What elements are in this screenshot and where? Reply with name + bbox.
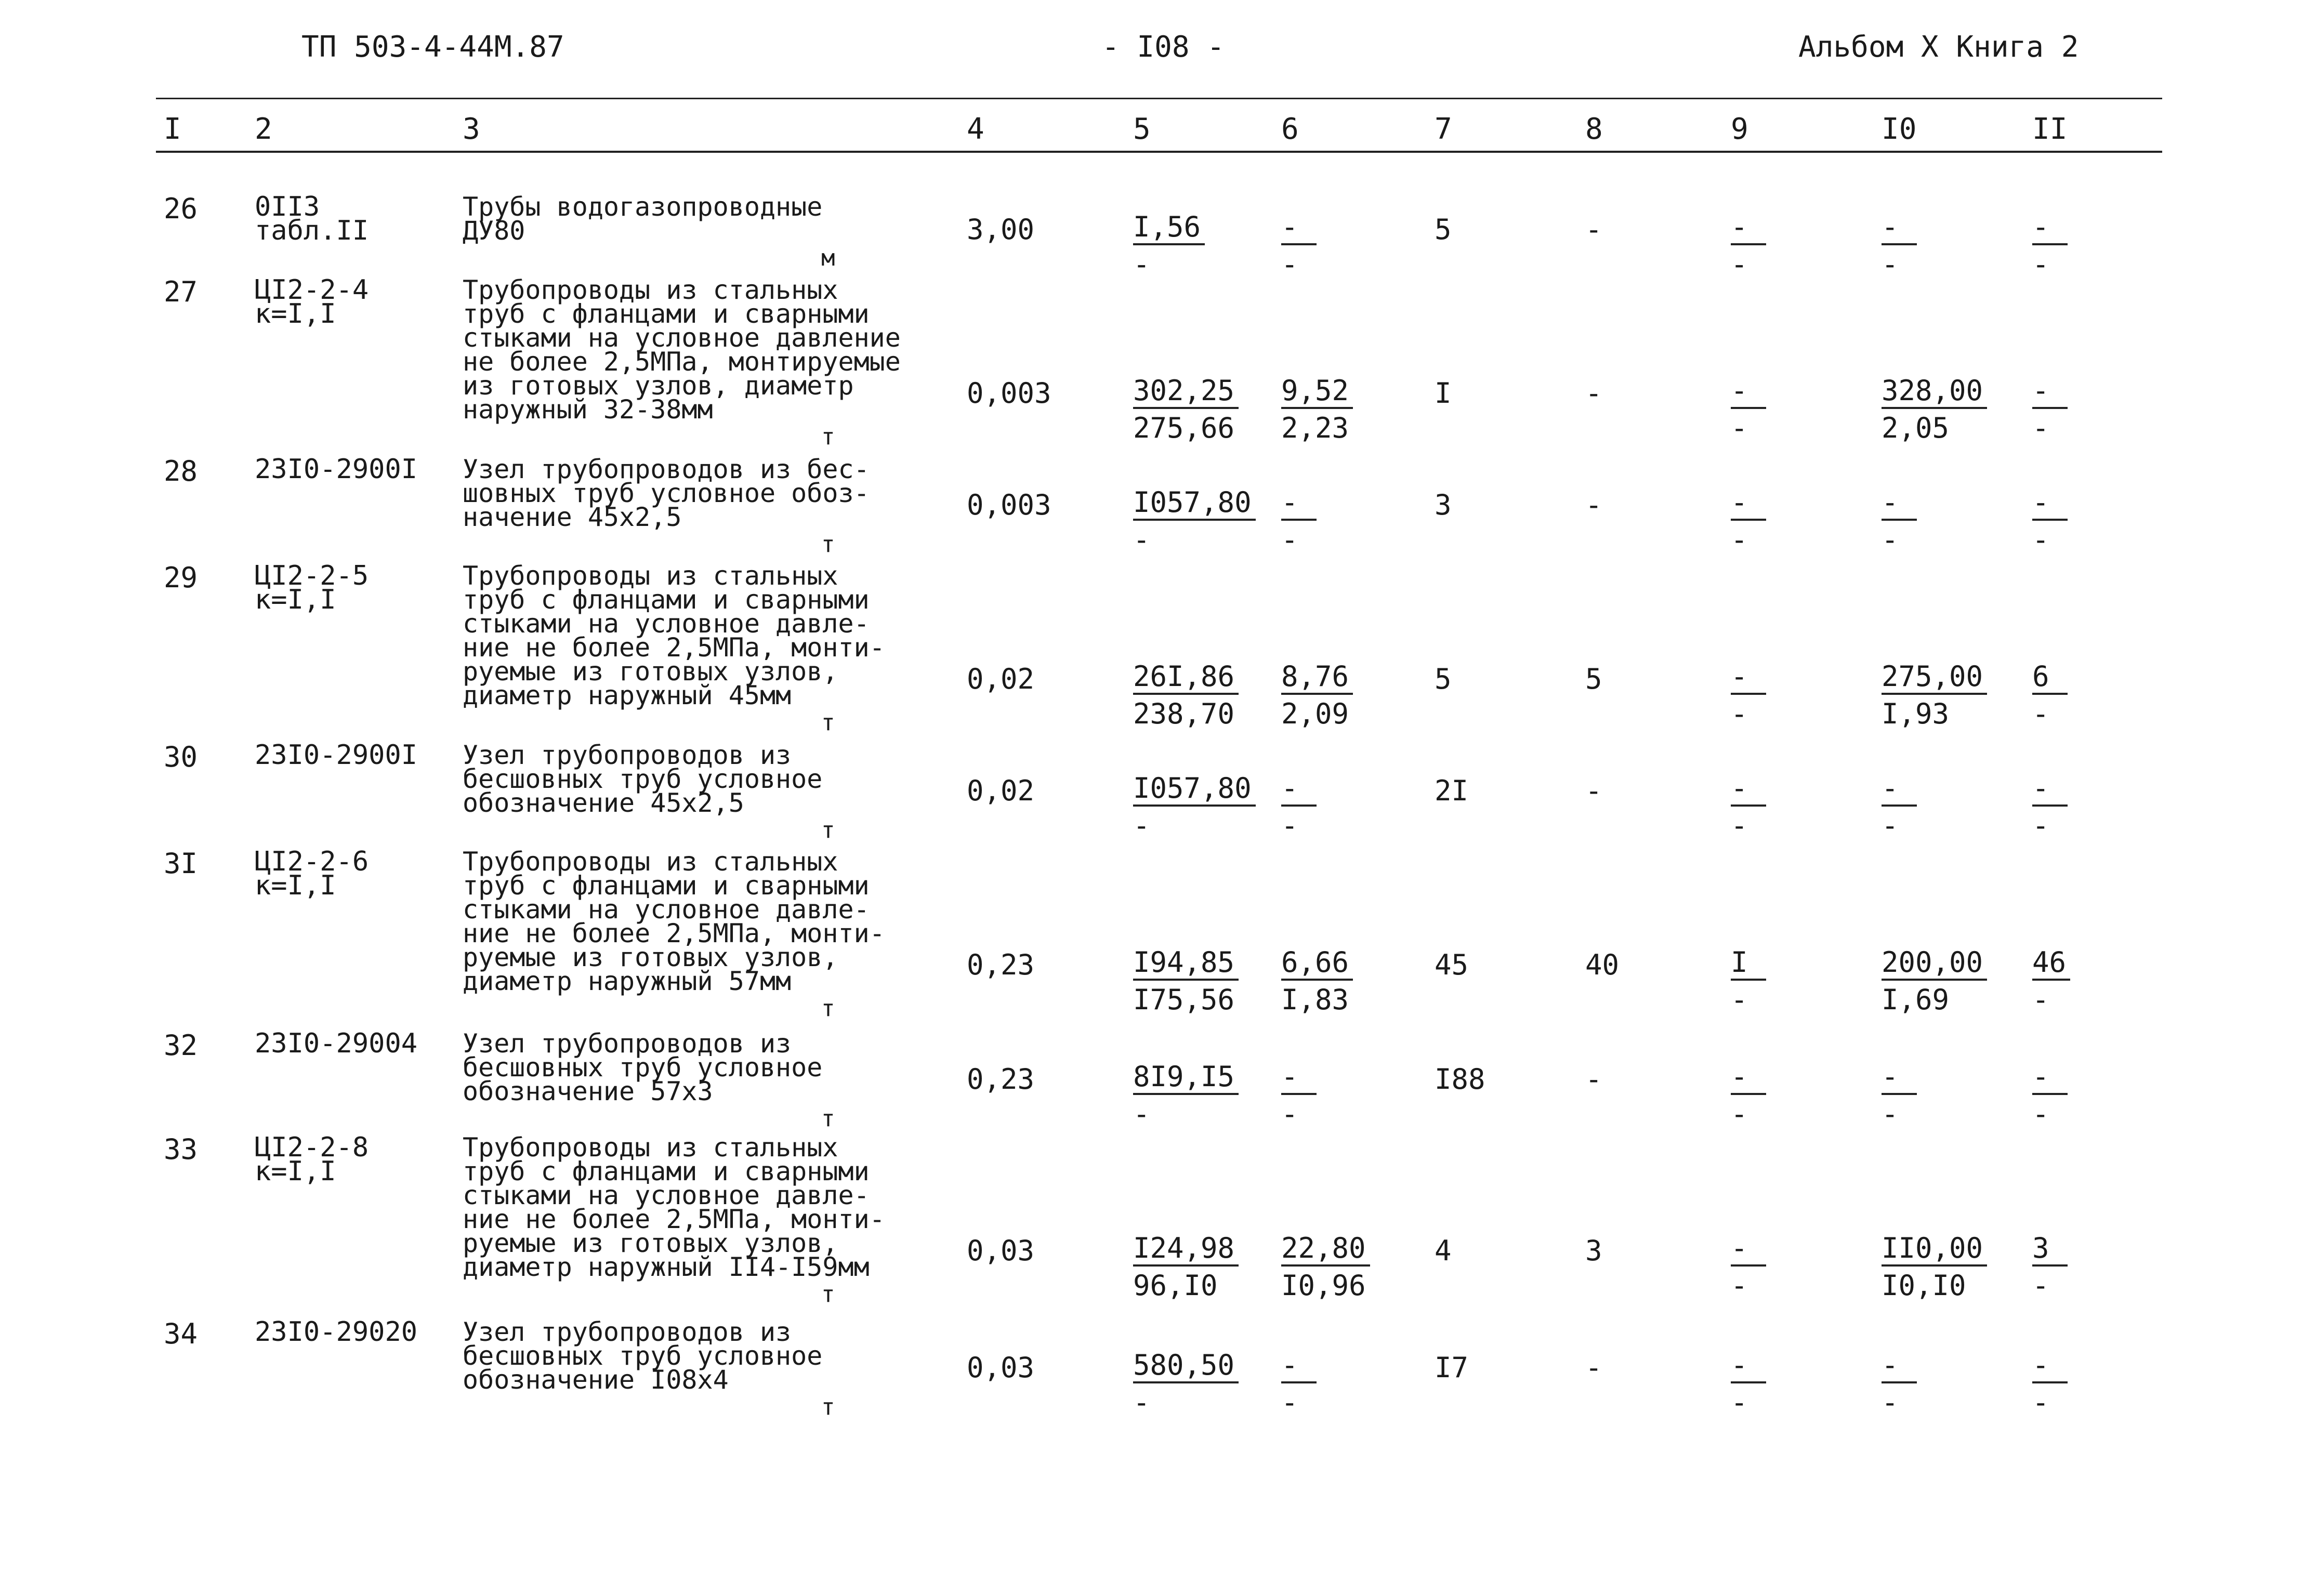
work-description: Узел трубопроводов из бесшовных труб условное обозначение I08х4 <box>463 1317 823 1395</box>
machine-cost-denominator: - <box>1731 1098 1748 1130</box>
unit-cost-total <box>1133 1351 1237 1417</box>
quantity: 0,23 <box>967 1063 1035 1096</box>
row-number: 3I <box>164 847 198 880</box>
column-number-7: 7 <box>1435 112 1452 146</box>
norm-code: ЦI2-2-6 к=I,I <box>255 846 369 901</box>
row-number: 26 <box>164 192 198 225</box>
labor-norm-denominator: I0,I0 <box>1882 1269 1966 1302</box>
labor-total-numerator: 46 <box>2032 948 2070 981</box>
unit-cost-wages-denominator: 2,23 <box>1281 412 1349 444</box>
unit-of-measure: т <box>821 1105 835 1132</box>
norm-code: 0II3 табл.II <box>255 191 369 246</box>
row-number: 32 <box>164 1029 198 1062</box>
unit-cost-wages-denominator: - <box>1281 809 1298 842</box>
unit-cost-wages <box>1281 486 1385 556</box>
unit-cost-total <box>1133 1060 1237 1130</box>
row-number: 34 <box>164 1317 198 1350</box>
machine-cost-denominator: - <box>1731 697 1748 730</box>
unit-cost-wages-denominator: - <box>1281 1386 1298 1419</box>
table-top-rule <box>156 98 2162 99</box>
work-description: Трубопроводы из стальных труб с фланцами и сварными стыками на условное давле- ние не более 2,5МПа, монти- руемые из готовых узлов, диаметр наружный 57мм <box>463 847 885 996</box>
machine-cost-denominator: - <box>1731 1269 1748 1302</box>
machine-cost-denominator: - <box>1731 523 1748 556</box>
labor-total-denominator: - <box>2032 697 2049 730</box>
quantity: 0,03 <box>967 1234 1035 1267</box>
labor-total <box>2032 1234 2136 1300</box>
total-wages: - <box>1585 213 1602 246</box>
total-cost: 5 <box>1435 663 1452 695</box>
unit-cost-total-numerator: 26I,86 <box>1133 663 1239 695</box>
norm-code: 23I0-2900I <box>255 454 418 485</box>
row-number: 29 <box>164 561 198 594</box>
labor-total-denominator: - <box>2032 983 2049 1016</box>
machine-cost-denominator: - <box>1731 1386 1748 1419</box>
unit-cost-total <box>1133 374 1237 444</box>
machine-cost <box>1731 1351 1835 1417</box>
machine-cost <box>1731 486 1835 556</box>
unit-cost-wages <box>1281 210 1385 281</box>
machine-cost-denominator: - <box>1731 248 1748 281</box>
album-book: Альбом X Книга 2 <box>1798 30 2079 64</box>
unit-cost-total <box>1133 660 1237 730</box>
quantity: 0,02 <box>967 663 1035 695</box>
total-cost: I <box>1435 377 1452 410</box>
labor-norm <box>1882 1351 1985 1417</box>
total-wages: - <box>1585 377 1602 410</box>
unit-cost-wages-denominator: I,83 <box>1281 983 1349 1016</box>
total-wages: 40 <box>1585 948 1620 981</box>
work-description: Трубы водогазопроводные ДУ80 <box>463 192 823 246</box>
machine-cost-denominator: - <box>1731 983 1748 1016</box>
unit-cost-wages <box>1281 1234 1385 1300</box>
unit-cost-total <box>1133 772 1252 842</box>
unit-cost-total <box>1133 210 1237 281</box>
machine-cost <box>1731 210 1835 281</box>
labor-norm-denominator: I,93 <box>1882 697 1950 730</box>
work-description: Трубопроводы из стальных труб с фланцами и сварными стыками на условное давле- ние не более 2,5МПа, монти- руемые из готовых узлов, диаметр наружный II4-I59мм <box>463 1132 885 1282</box>
work-description: Узел трубопроводов из бесшовных труб условное обозначение 45х2,5 <box>463 740 823 818</box>
labor-norm-numerator: 328,00 <box>1882 377 1987 409</box>
unit-cost-wages-numerator: 8,76 <box>1281 663 1353 695</box>
row-number: 30 <box>164 741 198 773</box>
quantity: 0,003 <box>967 489 1051 521</box>
unit-cost-total-numerator: I057,80 <box>1133 774 1256 807</box>
labor-norm-numerator: - <box>1882 489 1917 521</box>
unit-cost-wages-numerator: - <box>1281 489 1317 521</box>
machine-cost <box>1731 374 1835 444</box>
machine-cost-numerator: - <box>1731 774 1766 807</box>
labor-total <box>2032 210 2136 281</box>
unit-cost-wages-denominator: - <box>1281 248 1298 281</box>
labor-norm-numerator: - <box>1882 774 1917 807</box>
unit-cost-wages-denominator: - <box>1281 1098 1298 1130</box>
labor-total-numerator: 3 <box>2032 1234 2068 1267</box>
machine-cost-numerator: - <box>1731 663 1766 695</box>
row-number: 33 <box>164 1133 198 1166</box>
labor-norm-numerator: - <box>1882 1063 1917 1095</box>
column-number-3: 3 <box>463 112 480 146</box>
column-number-8: 8 <box>1585 112 1603 146</box>
total-wages: - <box>1585 1351 1602 1384</box>
machine-cost-denominator: - <box>1731 809 1748 842</box>
unit-cost-wages-numerator: 6,66 <box>1281 948 1353 981</box>
labor-total-denominator: - <box>2032 809 2049 842</box>
labor-norm <box>1882 1060 1985 1130</box>
unit-cost-total <box>1133 1234 1237 1300</box>
unit-cost-wages <box>1281 1351 1385 1417</box>
unit-cost-total-denominator: - <box>1133 523 1150 556</box>
labor-norm <box>1882 948 1985 1014</box>
unit-cost-wages-denominator: 2,09 <box>1281 697 1349 730</box>
machine-cost-numerator: - <box>1731 1063 1766 1095</box>
labor-norm-numerator: 275,00 <box>1882 663 1987 695</box>
labor-norm-numerator: 200,00 <box>1882 948 1987 981</box>
labor-norm-denominator: - <box>1882 1386 1899 1419</box>
total-cost: I7 <box>1435 1351 1469 1384</box>
unit-cost-total-numerator: 302,25 <box>1133 377 1239 409</box>
labor-total-numerator: - <box>2032 213 2068 245</box>
unit-of-measure: т <box>821 424 835 450</box>
total-cost: 5 <box>1435 213 1452 246</box>
labor-total-numerator: - <box>2032 774 2068 807</box>
labor-norm-denominator: - <box>1882 809 1899 842</box>
table-header-rule <box>156 151 2162 153</box>
machine-cost-numerator: - <box>1731 1234 1766 1267</box>
labor-total-numerator: - <box>2032 377 2068 409</box>
total-wages: - <box>1585 774 1602 807</box>
unit-cost-total-denominator: - <box>1133 248 1150 281</box>
norm-code: 23I0-29020 <box>255 1316 418 1348</box>
machine-cost-numerator: - <box>1731 377 1766 409</box>
row-number: 28 <box>164 455 198 487</box>
labor-total-numerator: - <box>2032 1063 2068 1095</box>
labor-norm-numerator: - <box>1882 1351 1917 1383</box>
column-number-9: 9 <box>1731 112 1748 146</box>
labor-total-numerator: - <box>2032 1351 2068 1383</box>
total-cost: 45 <box>1435 948 1469 981</box>
labor-norm <box>1882 486 1985 556</box>
column-number-11: II <box>2032 112 2068 146</box>
unit-of-measure: т <box>821 709 835 736</box>
labor-total-denominator: - <box>2032 412 2049 444</box>
unit-cost-wages <box>1281 1060 1385 1130</box>
labor-total-denominator: - <box>2032 1269 2049 1302</box>
labor-norm-numerator: - <box>1882 213 1917 245</box>
machine-cost <box>1731 948 1835 1014</box>
total-wages: - <box>1585 489 1602 521</box>
column-number-1: I <box>164 112 181 146</box>
labor-norm <box>1882 374 1985 444</box>
labor-norm-denominator: - <box>1882 248 1899 281</box>
labor-total <box>2032 374 2136 444</box>
labor-total <box>2032 1351 2136 1417</box>
unit-cost-total-denominator: 96,I0 <box>1133 1269 1218 1302</box>
labor-norm <box>1882 210 1985 281</box>
labor-norm-denominator: - <box>1882 523 1899 556</box>
unit-cost-wages <box>1281 660 1385 730</box>
labor-norm-denominator: 2,05 <box>1882 412 1950 444</box>
unit-of-measure: т <box>821 1281 835 1308</box>
norm-code: ЦI2-2-5 к=I,I <box>255 560 369 615</box>
unit-cost-total-numerator: I,56 <box>1133 213 1205 245</box>
machine-cost <box>1731 660 1835 730</box>
unit-cost-wages <box>1281 774 1385 840</box>
norm-code: 23I0-2900I <box>255 740 418 771</box>
work-description: Трубопроводы из стальных труб с фланцами и сварными стыками на условное давле- ние не более 2,5МПа, монти- руемые из готовых узлов, диаметр наружный 45мм <box>463 561 885 710</box>
work-description: Узел трубопроводов из бес- шовных труб условное обоз- начение 45х2,5 <box>463 454 870 532</box>
total-cost: 3 <box>1435 489 1452 521</box>
unit-of-measure: т <box>821 531 835 558</box>
quantity: 3,00 <box>967 213 1035 246</box>
total-cost: 4 <box>1435 1234 1452 1267</box>
labor-norm <box>1882 774 1985 840</box>
labor-total-numerator: - <box>2032 489 2068 521</box>
unit-of-measure: т <box>821 995 835 1022</box>
labor-total-denominator: - <box>2032 1386 2049 1419</box>
unit-cost-wages-denominator: I0,96 <box>1281 1269 1366 1302</box>
unit-cost-total-numerator: I057,80 <box>1133 489 1256 521</box>
unit-cost-total-denominator: I75,56 <box>1133 983 1235 1016</box>
unit-cost-total-numerator: 580,50 <box>1133 1351 1239 1383</box>
total-cost: I88 <box>1435 1063 1485 1096</box>
unit-cost-wages <box>1281 374 1385 444</box>
labor-total <box>2032 1060 2136 1130</box>
column-number-10: I0 <box>1882 112 1917 146</box>
row-number: 27 <box>164 275 198 308</box>
machine-cost-numerator: - <box>1731 489 1766 521</box>
quantity: 0,23 <box>967 948 1035 981</box>
labor-norm <box>1882 660 1985 730</box>
unit-of-measure: т <box>821 1394 835 1420</box>
unit-cost-wages-numerator: 22,80 <box>1281 1234 1370 1267</box>
norm-code: ЦI2-2-8 к=I,I <box>255 1132 369 1187</box>
unit-cost-wages <box>1281 948 1385 1014</box>
unit-cost-wages-numerator: - <box>1281 774 1317 807</box>
labor-total-denominator: - <box>2032 248 2049 281</box>
labor-total-denominator: - <box>2032 1098 2049 1130</box>
machine-cost <box>1731 1234 1835 1300</box>
page-number: - I08 - <box>1102 30 1225 64</box>
document-code: ТП 503-4-44М.87 <box>301 30 564 64</box>
norm-code: 23I0-29004 <box>255 1028 418 1059</box>
labor-total <box>2032 774 2136 840</box>
total-wages: 5 <box>1585 663 1602 695</box>
unit-cost-total-denominator: - <box>1133 1386 1150 1419</box>
quantity: 0,02 <box>967 774 1035 807</box>
machine-cost-denominator: - <box>1731 412 1748 444</box>
machine-cost <box>1731 1060 1835 1130</box>
total-cost: 2I <box>1435 774 1469 807</box>
work-description: Трубопроводы из стальных труб с фланцами и сварными стыками на условное давление не более 2,5МПа, монтируемые из готовых узлов, диаметр наружный 32-38мм <box>463 275 901 425</box>
unit-cost-total-denominator: - <box>1133 1098 1150 1130</box>
quantity: 0,003 <box>967 377 1051 410</box>
machine-cost <box>1731 774 1835 840</box>
column-number-4: 4 <box>967 112 984 146</box>
unit-cost-wages-denominator: - <box>1281 523 1298 556</box>
unit-cost-total-denominator: - <box>1133 809 1150 842</box>
labor-total-denominator: - <box>2032 523 2049 556</box>
unit-cost-wages-numerator: - <box>1281 1063 1317 1095</box>
unit-cost-total <box>1133 948 1237 1014</box>
machine-cost-numerator: - <box>1731 1351 1766 1383</box>
machine-cost-numerator: - <box>1731 213 1766 245</box>
unit-of-measure: т <box>821 817 835 843</box>
column-number-2: 2 <box>255 112 272 146</box>
labor-norm-numerator: II0,00 <box>1882 1234 1987 1267</box>
labor-norm-denominator: - <box>1882 1098 1899 1130</box>
unit-cost-total <box>1133 486 1252 556</box>
unit-cost-wages-numerator: - <box>1281 1351 1317 1383</box>
labor-total-numerator: 6 <box>2032 663 2068 695</box>
labor-total <box>2032 660 2136 730</box>
quantity: 0,03 <box>967 1351 1035 1384</box>
column-number-6: 6 <box>1281 112 1299 146</box>
unit-of-measure: м <box>821 245 835 271</box>
total-wages: 3 <box>1585 1234 1602 1267</box>
unit-cost-total-numerator: I24,98 <box>1133 1234 1239 1267</box>
unit-cost-total-numerator: I94,85 <box>1133 948 1239 981</box>
norm-code: ЦI2-2-4 к=I,I <box>255 274 369 329</box>
labor-norm-denominator: I,69 <box>1882 983 1950 1016</box>
total-wages: - <box>1585 1063 1602 1096</box>
work-description: Узел трубопроводов из бесшовных труб условное обозначение 57х3 <box>463 1028 823 1106</box>
unit-cost-total-numerator: 8I9,I5 <box>1133 1063 1239 1095</box>
labor-total <box>2032 948 2136 1014</box>
labor-total <box>2032 486 2136 556</box>
unit-cost-total-denominator: 275,66 <box>1133 412 1235 444</box>
unit-cost-wages-numerator: 9,52 <box>1281 377 1353 409</box>
machine-cost-numerator: I <box>1731 948 1766 981</box>
column-number-5: 5 <box>1133 112 1151 146</box>
unit-cost-total-denominator: 238,70 <box>1133 697 1235 730</box>
unit-cost-wages-numerator: - <box>1281 213 1317 245</box>
labor-norm <box>1882 1234 1985 1300</box>
